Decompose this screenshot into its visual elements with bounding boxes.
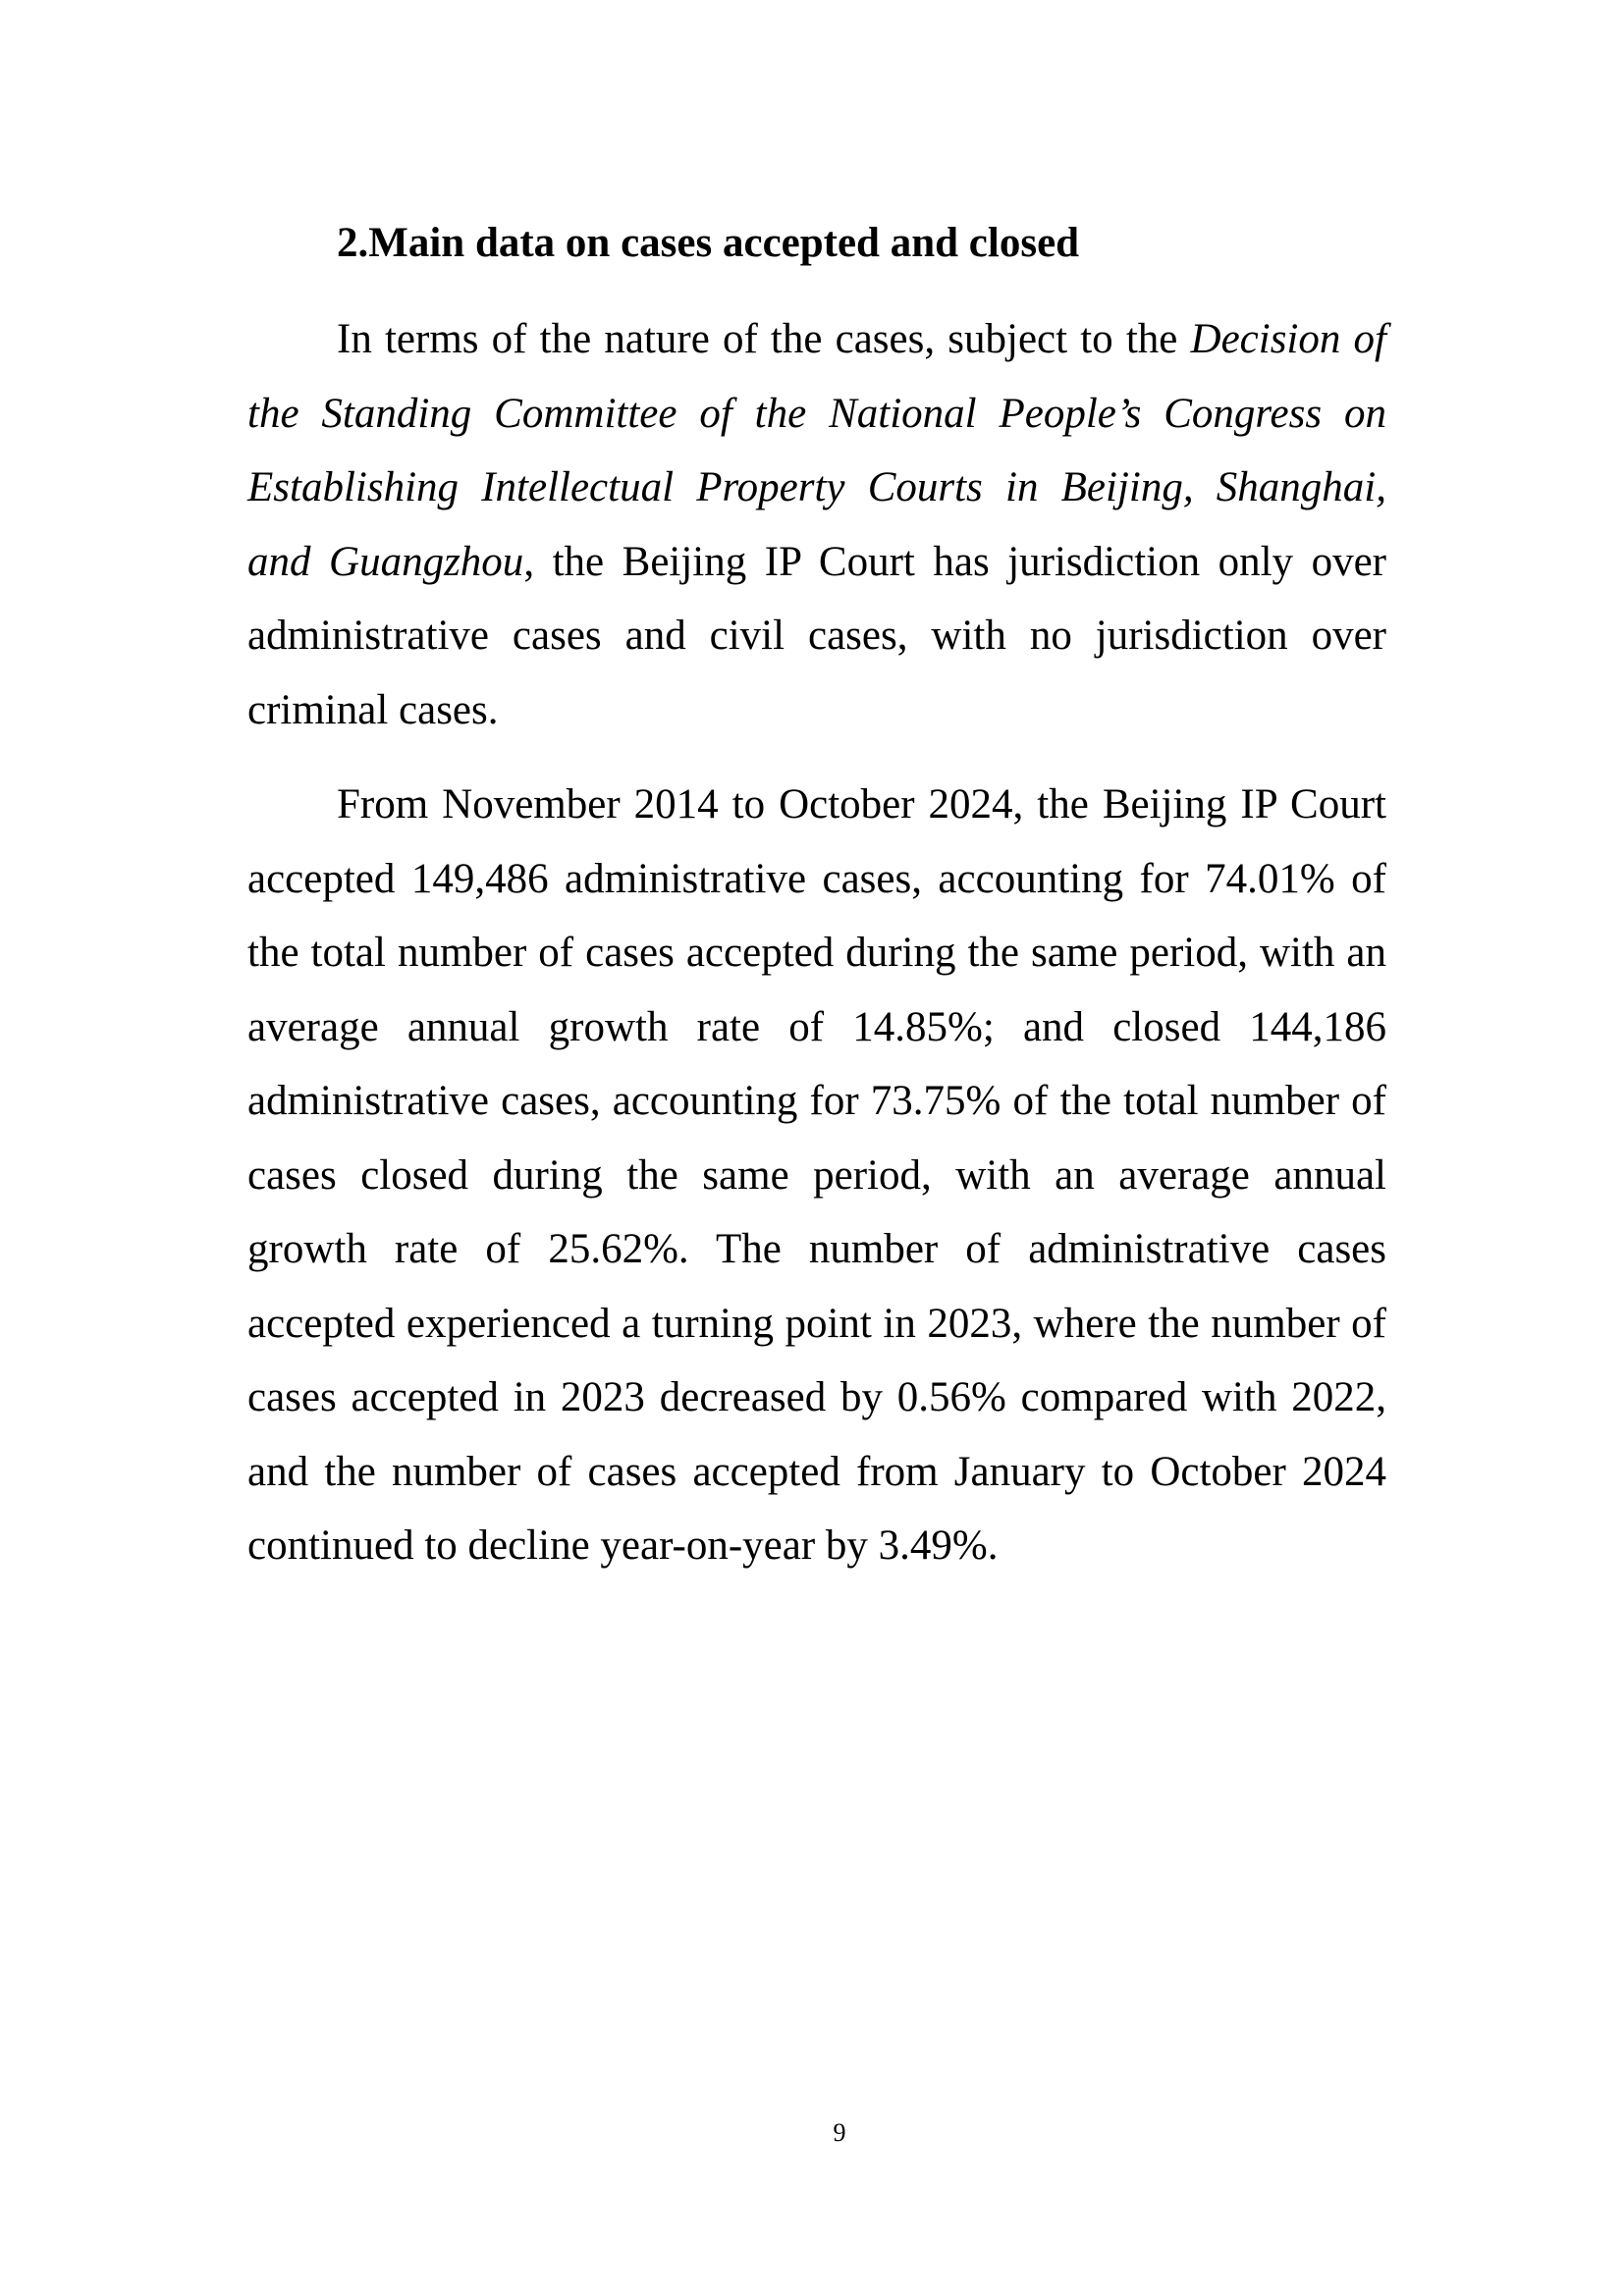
- paragraph-jurisdiction: [247, 302, 1386, 747]
- page-number: 9: [833, 2118, 846, 2147]
- paragraph-jurisdiction-lead: In terms of the nature of the cases, subject to the: [337, 316, 1191, 362]
- paragraph-jurisdiction-tail: , the Beijing IP Court has jurisdiction only over administrative cases and civil cases, with no jurisdiction over criminal cases.: [247, 538, 1386, 733]
- section-heading: 2.Main data on cases accepted and closed: [337, 220, 1080, 266]
- decision-title: Decision of the Standing Committee of the National People’s Congress on Establishing Intellectual Property Courts in Beijing, Shanghai, and Guangzhou: [247, 316, 1386, 585]
- paragraph-administrative-cases: From November 2014 to October 2024, the Beijing IP Court accepted 149,486 administrative cases, accounting for 74.01% of the total number of cases accepted during the same period, with an average annual growth rate of 14.85%; and closed 144,186 administrative cases, accounting for 73.75% of the total number of cases closed during the same period, with an average annual growth rate of 25.62%. The number of administrative cases accepted experienced a turning point in 2023, where the number of cases accepted in 2023 decreased by 0.56% compared with 2022, and the number of cases accepted from January to October 2024 continued to decline year-on-year by 3.49%.: [247, 781, 1386, 1569]
